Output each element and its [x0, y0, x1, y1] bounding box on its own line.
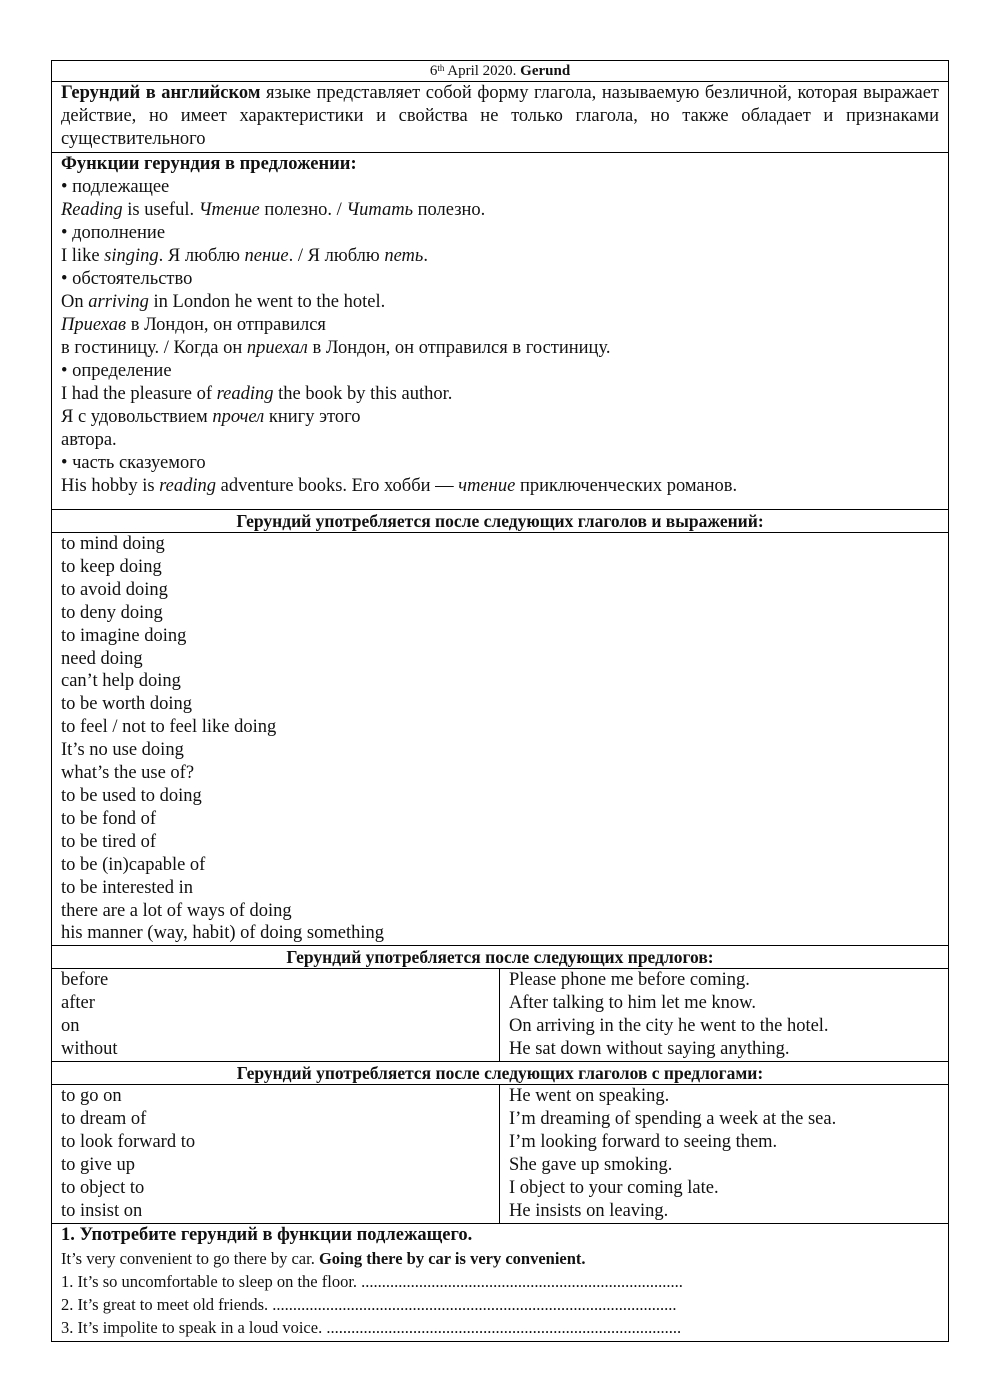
list-item: what’s the use of? [61, 763, 195, 784]
preposition-examples-column [500, 969, 948, 1061]
verb-prep-example: She gave up smoking. [509, 1155, 673, 1176]
verb-prep-example: He insists on leaving. [509, 1201, 669, 1222]
definition-bold: Герундий в английском [61, 83, 261, 103]
list-item: to be used to doing [61, 785, 202, 806]
object-label: • дополнение [61, 223, 166, 243]
exercise-title: 1. Употребите герундий в функции подлежащего. [61, 1225, 473, 1246]
verb-prep-item: to look forward to [61, 1132, 196, 1153]
prepositions-section-heading: Герундий употребляется после следующих предлогов: [52, 946, 948, 969]
worksheet-table [51, 60, 949, 1342]
attribute-example-1: I had the pleasure of reading the book by this author. [61, 384, 453, 404]
verbs-prep-column [52, 1085, 500, 1223]
date-day: 6 [429, 63, 438, 79]
list-item: to avoid doing [61, 579, 168, 600]
preposition-item: before [61, 970, 109, 991]
predicate-label: • часть сказуемого [61, 453, 206, 473]
preposition-example: Please phone me before coming. [509, 970, 750, 991]
functions-heading: Функции герундия в предложении: [61, 154, 357, 174]
list-item: to be (in)capable of [61, 854, 206, 875]
list-item: to be worth doing [61, 694, 193, 715]
functions-block [52, 153, 948, 510]
preposition-example: On arriving in the city he went to the hotel. [509, 1016, 829, 1037]
adverbial-label: • обстоятельство [61, 269, 193, 289]
subject-label: • подлежащее [61, 177, 170, 197]
list-item: to be interested in [61, 877, 194, 898]
prepositions-table [52, 969, 948, 1062]
list-item: can’t help doing [61, 671, 181, 692]
adverbial-example-2: Приехав в Лондон, он отправился [61, 315, 326, 335]
list-item: to keep doing [61, 556, 162, 577]
attribute-example-3: автора. [61, 430, 117, 450]
list-item: to be fond of [61, 808, 157, 829]
preposition-item: on [61, 1016, 80, 1037]
object-example: I like singing. Я люблю пение. / Я люблю петь. [61, 246, 428, 266]
verb-prep-item: to object to [61, 1178, 145, 1199]
preposition-item: after [61, 993, 95, 1014]
verb-prep-item: to give up [61, 1155, 135, 1176]
exercise-example: It’s very convenient to go there by car. Going there by car is very convenient. [61, 1249, 586, 1269]
list-item: there are a lot of ways of doing [61, 900, 292, 921]
exercise-item: 1. It’s so uncomfortable to sleep on the floor. .............................................................................. [61, 1272, 683, 1292]
list-item: It’s no use doing [61, 740, 184, 761]
verbs-prep-table [52, 1085, 948, 1224]
verbs-section-heading: Герундий употребляется после следующих глаголов и выражений: [52, 510, 948, 533]
list-item: his manner (way, habit) of doing something [61, 923, 385, 944]
list-item: need doing [61, 648, 143, 669]
verbs-prep-examples-column [500, 1085, 948, 1223]
predicate-example: His hobby is reading adventure books. Его хобби — чтение приключенческих романов. [61, 476, 738, 496]
date-month-year: April 2020. [444, 63, 521, 79]
preposition-item: without [61, 1039, 118, 1060]
verb-prep-item: to dream of [61, 1109, 147, 1130]
list-item: to imagine doing [61, 625, 187, 646]
topic-title: Gerund [520, 63, 571, 79]
attribute-label: • определение [61, 361, 172, 381]
prepositions-column [52, 969, 500, 1061]
verb-prep-example: He went on speaking. [509, 1086, 670, 1107]
verb-prep-item: to go on [61, 1086, 122, 1107]
verb-prep-example: I’m looking forward to seeing them. [509, 1132, 778, 1153]
verb-prep-example: I’m dreaming of spending a week at the sea. [509, 1109, 837, 1130]
verbs-prep-section-heading: Герундий употребляется после следующих глаголов с предлогами: [52, 1062, 948, 1085]
preposition-example: He sat down without saying anything. [509, 1039, 790, 1060]
verb-prep-item: to insist on [61, 1201, 143, 1222]
preposition-example: After talking to him let me know. [509, 993, 756, 1014]
date-header [52, 61, 948, 82]
definition-text: языке представляет собой форму глагола, называемую безличной, которая выражает действие, но имеет характеристики и свойства не только глагола, но также обладает и признаками существительного [61, 83, 939, 149]
verb-prep-example: I object to your coming late. [509, 1178, 719, 1199]
list-item: to mind doing [61, 534, 165, 554]
gerund-definition [52, 82, 948, 153]
list-item: to feel / not to feel like doing [61, 717, 277, 738]
verbs-list [52, 533, 948, 946]
adverbial-example-3: в гостиницу. / Когда он приехал в Лондон, он отправился в гостиницу. [61, 338, 611, 358]
list-item: to be tired of [61, 831, 157, 852]
date-suffix: th [437, 63, 445, 73]
exercise-item: 3. It’s impolite to speak in a loud voice. ...................................................................................... [61, 1318, 682, 1338]
exercise-block [52, 1224, 948, 1341]
adverbial-example-1: On arriving in London he went to the hotel. [61, 292, 386, 312]
exercise-item: 2. It’s great to meet old friends. .................................................................................................. [61, 1295, 677, 1315]
attribute-example-2: Я с удовольствием прочел книгу этого [61, 407, 361, 427]
list-item: to deny doing [61, 602, 163, 623]
subject-example: Reading is useful. Чтение полезно. / Читать полезно. [61, 200, 486, 220]
